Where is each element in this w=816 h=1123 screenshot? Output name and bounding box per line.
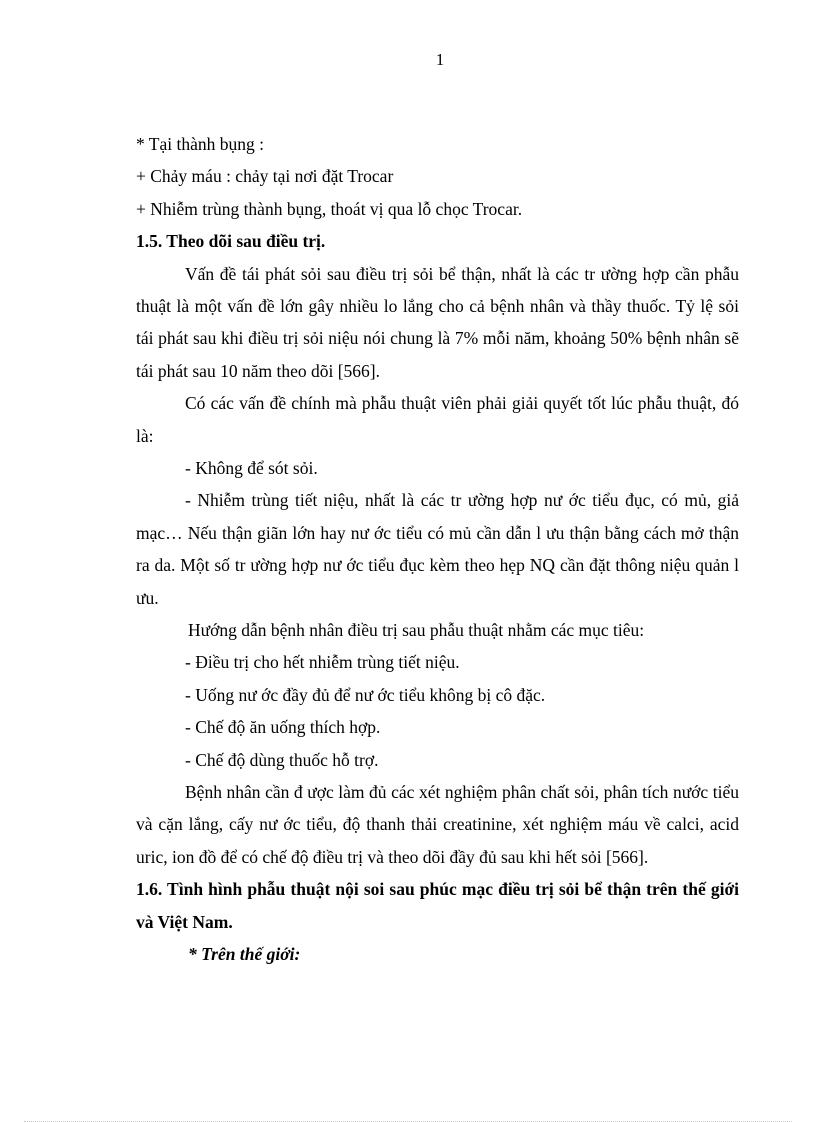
text-line: + Nhiễm trùng thành bụng, thoát vị qua lỗ chọc Trocar. [136, 198, 523, 219]
bullet-item: - Điều trị cho hết nhiễm trùng tiết niệu. [185, 652, 460, 673]
text-line: + Chảy máu : chảy tại nơi đặt Trocar [136, 166, 394, 187]
section-heading-1-6: 1.6. Tình hình phẫu thuật nội soi sau phúc mạc điều trị sỏi bể thận trên thế giới và Việt Nam. [136, 879, 739, 932]
paragraph: - Nhiễm trùng tiết niệu, nhất là các tr ường hợp nư ớc tiểu đục, có mủ, giả mạc… Nếu thận giãn lớn hay nư ớc tiểu có mủ cần dẫn l ưu thận bằng cách mở thận ra da. Một số tr ường hợp nư ớc tiểu đục kèm theo hẹp NQ cần đặt thông niệu quản l ưu. [136, 490, 739, 608]
paragraph: Vấn đề tái phát sỏi sau điều trị sỏi bể thận, nhất là các tr ường hợp cần phẫu thuật là một vấn đề lớn gây nhiều lo lắng cho cả bệnh nhân và thầy thuốc. Tỷ lệ sỏi tái phát sau khi điều trị sỏi niệu nói chung là 7% mỗi năm, khoảng 50% bệnh nhân sẽ tái phát sau 10 năm theo dõi [566]. [136, 263, 739, 381]
paragraph: Có các vấn đề chính mà phẫu thuật viên phải giải quyết tốt lúc phẫu thuật, đó là: [136, 393, 739, 446]
bullet-item: - Uống nư ớc đầy đủ để nư ớc tiểu không bị cô đặc. [185, 684, 546, 705]
section-heading-1-5: 1.5. Theo dõi sau điều trị. [136, 231, 326, 252]
paragraph: Bệnh nhân cần đ ược làm đủ các xét nghiệm phân chất sỏi, phân tích nước tiểu và cặn lắng, cấy nư ớc tiểu, độ thanh thải creatinine, xét nghiệm máu về calci, acid uric, ion đồ để có chế độ điều trị và theo dõi đầy đủ sau khi hết sỏi [566]. [136, 781, 739, 867]
text-line: Hướng dẫn bệnh nhân điều trị sau phẫu thuật nhằm các mục tiêu: [188, 620, 645, 641]
bullet-item: - Chế độ dùng thuốc hỗ trợ. [185, 749, 379, 770]
bullet-item: - Không để sót sỏi. [185, 458, 318, 478]
bullet-item: - Chế độ ăn uống thích hợp. [185, 717, 381, 738]
subheading: * Trên thế giới: [188, 944, 301, 964]
page-bottom-divider [24, 1121, 792, 1122]
text-line: * Tại thành bụng : [136, 134, 264, 154]
page-number: 1 [435, 50, 445, 69]
document-body [136, 128, 739, 970]
